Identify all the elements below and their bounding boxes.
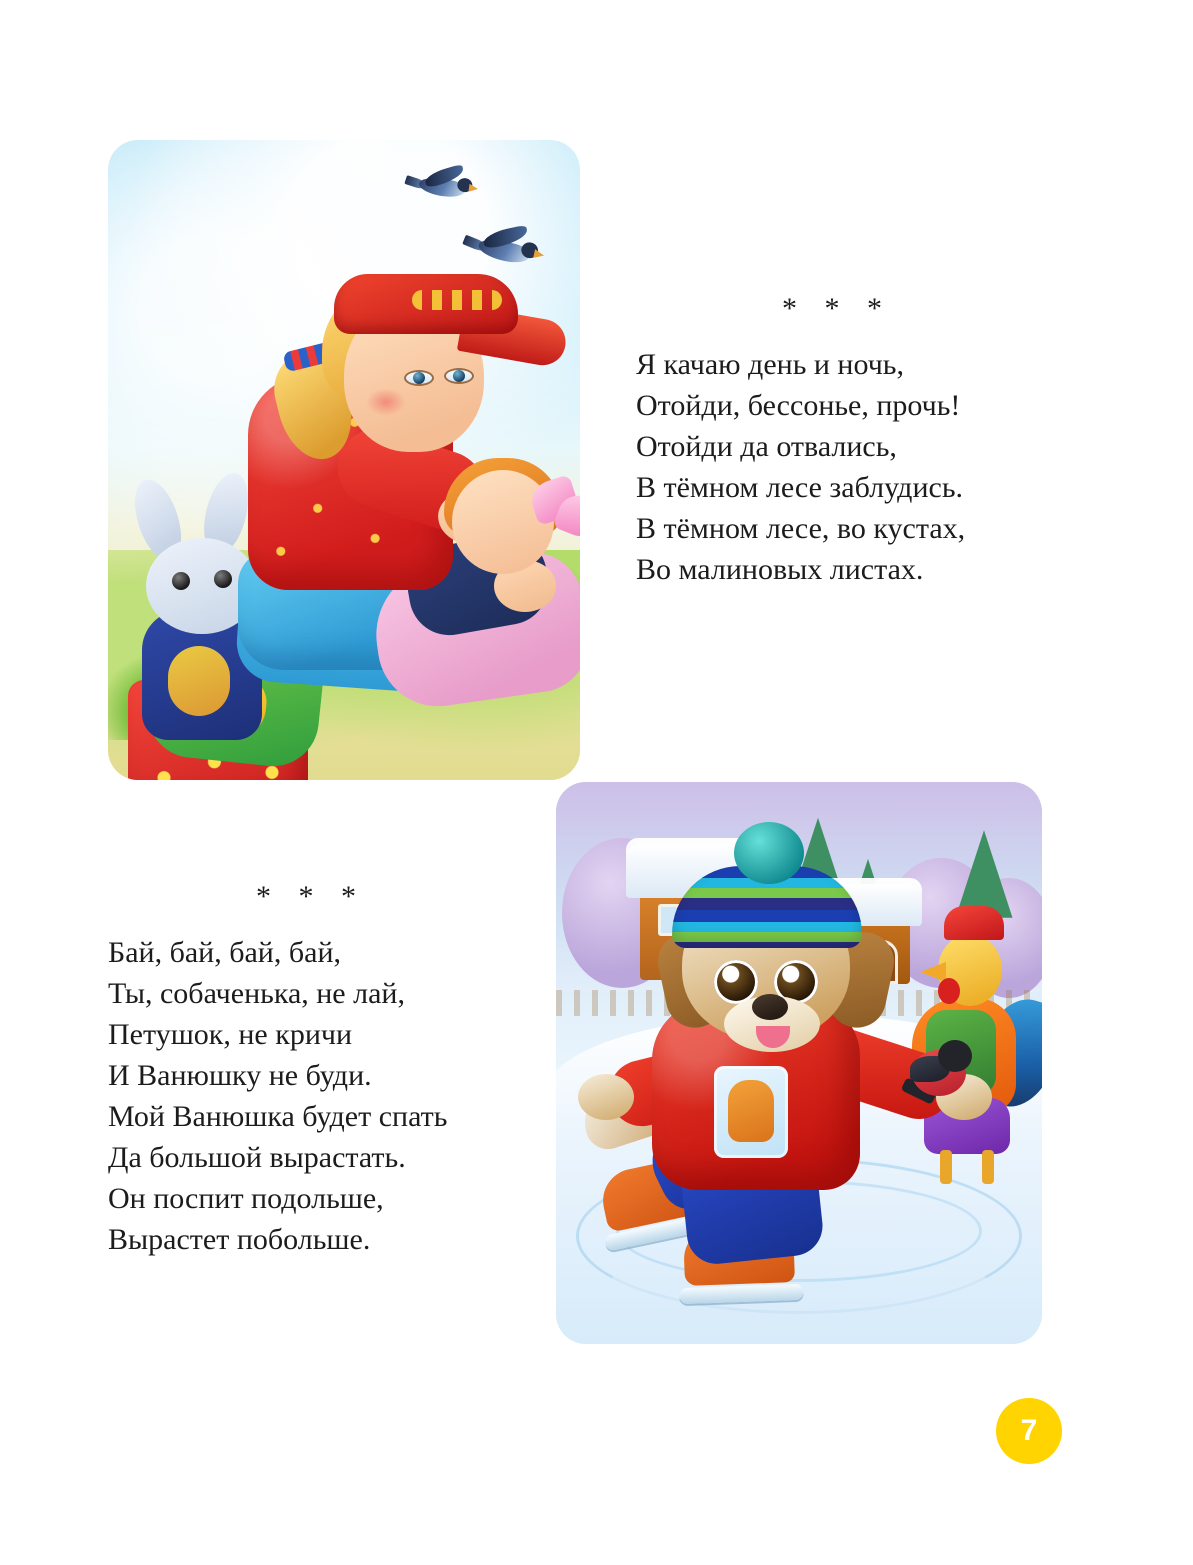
poem-line: Вырастет побольше. [108, 1223, 371, 1256]
puppy-nose [752, 994, 788, 1020]
rooster-comb [944, 906, 1004, 940]
doll-bow [532, 480, 580, 540]
poem-line: Да большой вырастать. [108, 1141, 406, 1174]
poem-divider: * * * [256, 880, 366, 913]
poem-line: Он поспит подольше, [108, 1182, 384, 1215]
poem-line: Петушок, не кричи [108, 1018, 353, 1051]
girl-cap [334, 274, 518, 334]
girl-cheek [366, 388, 406, 416]
rooster-leg [940, 1150, 952, 1184]
rooster-beak [920, 962, 946, 982]
poem-line: И Ванюшку не буди. [108, 1059, 372, 1092]
bunny-eye [172, 572, 190, 590]
poem-line: Мой Ванюшка будет спать [108, 1100, 448, 1133]
rooster-wattle [938, 978, 960, 1004]
bunny-eye [214, 570, 232, 588]
sweater-pattern [714, 1066, 788, 1158]
poem-line: Отойди, бессонье, прочь! [636, 389, 961, 422]
poem-line: Во малиновых листах. [636, 553, 924, 586]
page-number: 7 [996, 1398, 1062, 1464]
poem-line: В тёмном лесе заблудись. [636, 471, 963, 504]
poem-line: Ты, собаченька, не лай, [108, 977, 405, 1010]
poem-line: В тёмном лесе, во кустах, [636, 512, 966, 545]
hat-pompom [734, 822, 804, 884]
poem-line: Я качаю день и ночь, [636, 348, 904, 381]
illustration-girl-with-doll [108, 140, 580, 780]
poem-line: Отойди да отвались, [636, 430, 897, 463]
poem-lullaby-bai [108, 880, 447, 1260]
girl-eye [444, 368, 474, 384]
poem-lullaby-rocking [636, 292, 965, 590]
puppy-paw [578, 1074, 634, 1120]
rooster-leg [982, 1150, 994, 1184]
puppy-eye [714, 960, 758, 1004]
illustration-skating-puppy [556, 782, 1042, 1344]
girl-eye [404, 370, 434, 386]
poem-divider: * * * [782, 292, 892, 325]
poem-line: Бай, бай, бай, бай, [108, 936, 341, 969]
rooster [886, 878, 1042, 1178]
bullfinch-bird [908, 1040, 984, 1114]
